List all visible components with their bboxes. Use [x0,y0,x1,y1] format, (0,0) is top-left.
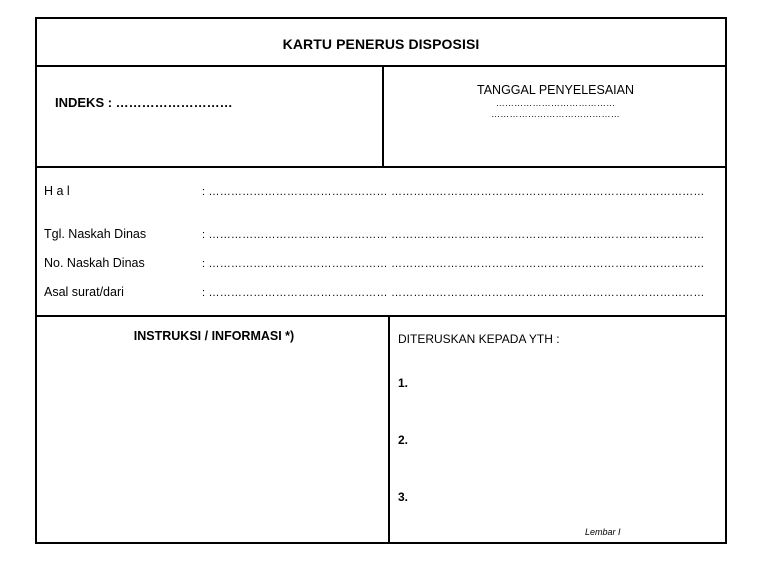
field-value-tgl-naskah: : ………………………………………… ………………………………………………………………………… [202,229,705,241]
field-label-hal: H a l [44,184,70,198]
recipient-number: 1. [398,376,409,390]
diteruskan-heading: DITERUSKAN KEPADA YTH : [398,332,560,346]
recipient-number: 2. [398,433,409,447]
card-title: KARTU PENERUS DISPOSISI [282,36,480,52]
tanggal-line: …………………………………… [491,109,620,119]
tanggal-line: ………………………………… [495,98,616,108]
disposition-card [35,17,727,544]
field-value-hal: : ………………………………………… ………………………………………………………………………… [202,186,705,198]
instruksi-heading: INSTRUKSI / INFORMASI *) [133,329,295,343]
recipient-number: 3. [398,490,409,504]
divider [388,315,390,544]
field-value-asal-surat: : ………………………………………… ………………………………………………………………………… [202,287,705,299]
field-label-no-naskah: No. Naskah Dinas [44,256,145,270]
lembar-label: Lembar I [585,527,621,537]
divider [37,65,725,67]
tanggal-penyelesaian [384,82,727,120]
divider [37,315,725,317]
indeks-field: INDEKS : ……………………… [55,95,233,110]
field-label-asal-surat: Asal surat/dari [44,285,124,299]
field-label-tgl-naskah: Tgl. Naskah Dinas [44,227,147,241]
divider [37,166,725,168]
tanggal-label: TANGGAL PENYELESAIAN [477,83,634,97]
field-value-no-naskah: : ………………………………………… ………………………………………………………………………… [202,258,705,270]
